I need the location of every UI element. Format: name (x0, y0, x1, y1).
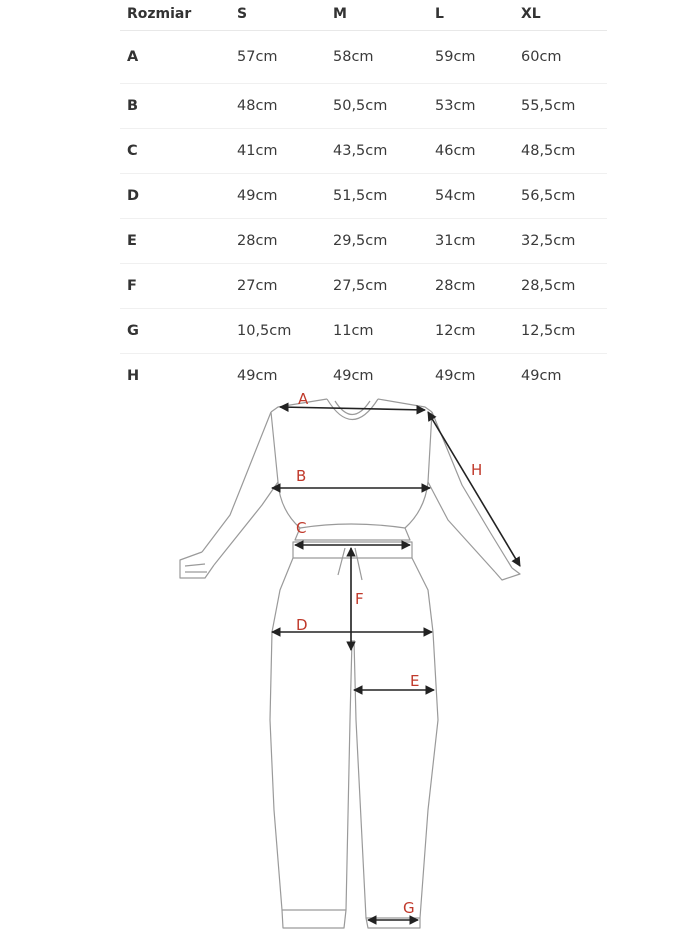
table-cell: 49cm (333, 368, 374, 384)
measure-label-f: F (355, 590, 364, 608)
table-cell: 10,5cm (237, 323, 292, 339)
table-row (120, 219, 607, 264)
row-label: C (127, 143, 138, 159)
table-cell: 53cm (435, 98, 476, 114)
table-cell: 54cm (435, 188, 476, 204)
measure-label-h: H (471, 461, 483, 479)
row-label: F (127, 278, 137, 294)
header-l: L (435, 6, 444, 22)
row-label: H (127, 368, 140, 384)
table-cell: 49cm (521, 368, 562, 384)
table-cell: 59cm (435, 49, 476, 65)
row-label: G (127, 323, 139, 339)
header-m: M (333, 6, 347, 22)
table-cell: 48,5cm (521, 143, 576, 159)
table-cell: 48cm (237, 98, 278, 114)
table-cell: 50,5cm (333, 98, 388, 114)
table-cell: 49cm (435, 368, 476, 384)
table-cell: 28cm (435, 278, 476, 294)
table-cell: 31cm (435, 233, 476, 249)
table-cell: 28cm (237, 233, 278, 249)
measure-label-c: C (296, 519, 307, 537)
table-cell: 11cm (333, 323, 374, 339)
row-label: A (127, 49, 139, 65)
table-cell: 28,5cm (521, 278, 576, 294)
measure-label-g: G (403, 899, 415, 917)
table-cell: 29,5cm (333, 233, 388, 249)
table-cell: 51,5cm (333, 188, 388, 204)
table-row (120, 309, 607, 354)
table-cell: 32,5cm (521, 233, 576, 249)
row-label: D (127, 188, 140, 204)
measurement-arrows (272, 407, 520, 920)
measure-label-e: E (410, 672, 420, 690)
table-cell: 49cm (237, 368, 278, 384)
table-cell: 27cm (237, 278, 278, 294)
jumpsuit-diagram (0, 380, 700, 933)
table-cell: 46cm (435, 143, 476, 159)
row-label: B (127, 98, 139, 114)
header-s: S (237, 6, 248, 22)
table-cell: 57cm (237, 49, 278, 65)
row-label: E (127, 233, 137, 249)
table-row (120, 31, 607, 84)
table-cell: 27,5cm (333, 278, 388, 294)
measure-label-d: D (296, 616, 308, 634)
table-cell: 55,5cm (521, 98, 576, 114)
table-row (120, 129, 607, 174)
garment-outline (180, 399, 520, 928)
table-row (120, 264, 607, 309)
table-cell: 49cm (237, 188, 278, 204)
table-cell: 56,5cm (521, 188, 576, 204)
header-size-label: Rozmiar (127, 6, 192, 22)
table-header-row (120, 0, 607, 31)
table-cell: 12cm (435, 323, 476, 339)
size-table (120, 0, 607, 398)
table-row (120, 174, 607, 219)
measure-line-h (428, 412, 520, 566)
table-cell: 58cm (333, 49, 374, 65)
table-cell: 12,5cm (521, 323, 576, 339)
table-cell: 43,5cm (333, 143, 388, 159)
measure-label-a: A (298, 390, 309, 408)
table-cell: 60cm (521, 49, 562, 65)
table-cell: 41cm (237, 143, 278, 159)
table-row (120, 84, 607, 129)
header-xl: XL (521, 6, 541, 22)
measure-label-b: B (296, 467, 307, 485)
